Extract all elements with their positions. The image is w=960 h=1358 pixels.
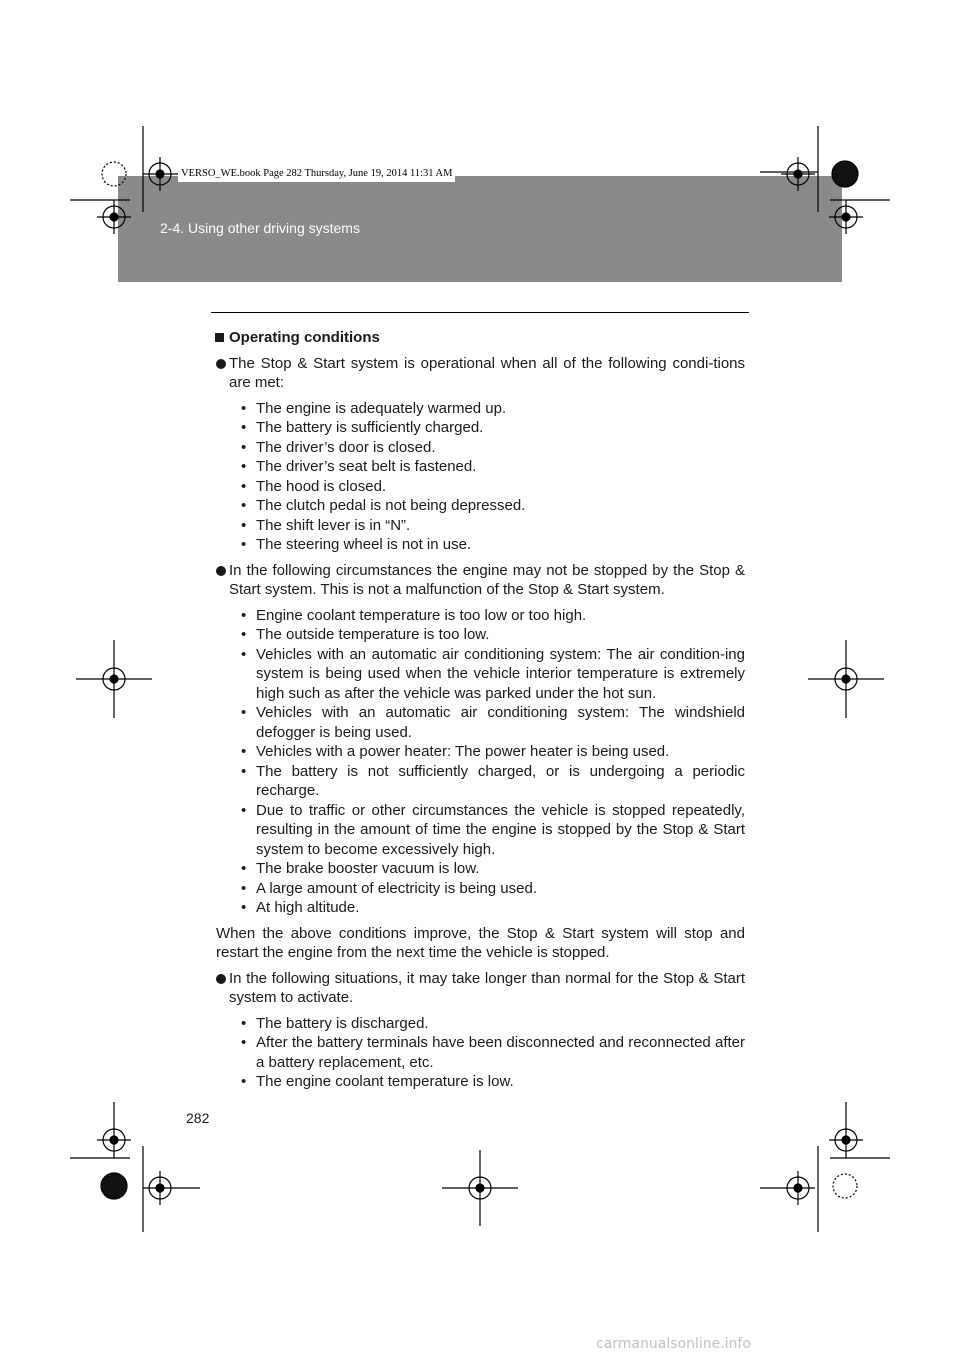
list-item: • Vehicles with an automatic air conditioning system: The windshield defogger is being used. (229, 703, 745, 742)
list-item: • The steering wheel is not in use. (229, 535, 745, 555)
watermark-domain: carmanualsonline.info (596, 1336, 751, 1352)
list-item: • The driver’s door is closed. (229, 438, 745, 458)
list-item: • The clutch pedal is not being depressed. (229, 496, 745, 516)
list-item: • The battery is sufficiently charged. (229, 418, 745, 438)
book-stamp: VERSO_WE.book Page 282 Thursday, June 19, 2014 11:31 AM (178, 166, 455, 182)
list-item: • Due to traffic or other circumstances the vehicle is stopped repeatedly, resulting in the amount of time the engine is stopped by the Stop & Start system to become excessively high. (229, 801, 745, 860)
list-item: • Engine coolant temperature is too low or too high. (229, 606, 745, 626)
list-item: • The battery is discharged. (229, 1014, 745, 1034)
heading-text: Operating conditions (229, 329, 380, 346)
list-item: • The brake booster vacuum is low. (229, 859, 745, 879)
item-text: The Stop & Start system is operational when all of the following condi-tions are met: (229, 354, 745, 391)
list-item: • After the battery terminals have been disconnected and reconnected after a battery replacement, etc. (229, 1033, 745, 1072)
list-item: • The engine coolant temperature is low. (229, 1072, 745, 1092)
list-item: • Vehicles with an automatic air conditioning system: The air condition-ing system is being used when the vehicle interior temperature is extremely high such as after the vehicle was parked under the hot sun. (229, 645, 745, 704)
list-item: • The driver’s seat belt is fastened. (229, 457, 745, 477)
list-item: • The hood is closed. (229, 477, 745, 497)
list-item: • Vehicles with a power heater: The power heater is being used. (229, 742, 745, 762)
section-title: 2-4. Using other driving systems (160, 220, 360, 236)
list-item: • The shift lever is in “N”. (229, 516, 745, 536)
list-item: • The engine is adequately warmed up. (229, 399, 745, 419)
list-item: • At high altitude. (229, 898, 745, 918)
list-item: • The outside temperature is too low. (229, 625, 745, 645)
item-text: In the following circumstances the engine may not be stopped by the Stop & Start system. This is not a malfunction of the Stop & Start system. (229, 561, 745, 598)
page-number: 282 (186, 1110, 210, 1126)
list-item: • A large amount of electricity is being used. (229, 879, 745, 899)
list-item: • The battery is not sufficiently charged, or is undergoing a periodic recharge. (229, 762, 745, 801)
item-text: In the following situations, it may take longer than normal for the Stop & Start system to activate. (229, 969, 745, 1006)
follow-up-text: When the above conditions improve, the Stop & Start system will stop and restart the engine from the next time the vehicle is stopped. (216, 924, 745, 961)
